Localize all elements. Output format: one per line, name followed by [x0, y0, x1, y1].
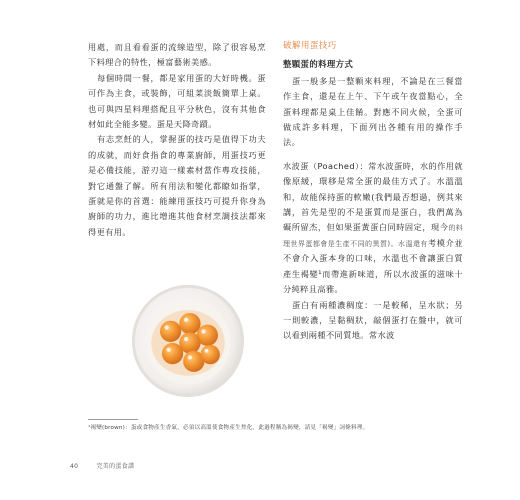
- left-paragraph-2: 每個時間一餐，都是家用蛋的大好時機。蛋可作為主食，或裝飾，可組菜淡飯簡單上桌。也可與四星料理搭配且平分秋色，沒有其他食材如此全能多變。蛋是天降奇蹟。: [88, 72, 266, 130]
- left-column: [88, 40, 266, 240]
- running-title: 完美的蛋食譜: [96, 463, 135, 470]
- poached-paragraph-small: 的料理世界蛋都會是生產不同的異質)。水溫還有: [283, 224, 463, 248]
- section-title: 破解用蛋技巧: [283, 40, 337, 50]
- poached-paragraph-tail: 考模介並不會介入蛋本身的口味，水溫也不會讓蛋白質產生褐變¹而帶進新味道，所以水波蛋的滋味十分純粹且高雅。: [283, 237, 463, 295]
- right-paragraph-3: 蛋白有兩種濃稠度：一是較稀，呈水狀；另一則較濃，呈黏稠狀，敲個蛋打在盤中，就可以看到兩種不同質地。常水波: [283, 299, 463, 341]
- page-number: 40: [70, 463, 79, 470]
- subsection-title: 整顆蛋的料理方式: [283, 59, 354, 70]
- right-paragraph-1: 蛋一般多是一整顆來料理，不論是在三餐當作主食，還是在上午、下午或午夜當點心，全蛋料理都是桌上佳餚。對應不同火候，全蛋可做成許多料理，下面列出各種有用的操作手法。: [283, 75, 463, 148]
- left-paragraph-3: 有志烹飪的人，掌握蛋的技巧是值得下功夫的成就，而好食指食的專業廚師，用蛋技巧更是必備技能，游刃這一樣素材當作專攻技能，對它通盤了解。所有用法和變化都瞭如指掌，蛋就是你的首選：能練用蛋技巧可提升你身為廚師的功力，進比增進其他食材烹調技法都來得更有用。: [88, 134, 266, 237]
- footnote: ¹褐變(brown)：蛋或食物產生香氣，必須以高溫使食物產生焦化，此過程稱為褐變，請見「褐變」詞條料理。: [88, 425, 369, 431]
- page-footer: [70, 461, 134, 470]
- footnote-divider: [88, 419, 138, 420]
- poached-paragraph-main: 水波蛋（Poached）：常水波蛋時，水的作用就像原緩，環移是常全蛋的最佳方式了。水溫溫和，故能保持蛋的軟嫩(我們最否想過，例其來講，首先是型的不是蛋質而是蛋白，我們萬為礙所留杰，但如果蛋黃蛋白同時固定，現今: [283, 160, 463, 233]
- right-column: [283, 38, 463, 344]
- left-paragraph-1: 用處，而且看看蛋的流線造型，除了很容易烹下料理合的特性，極富藝術美感。: [88, 42, 266, 68]
- poached-paragraph: [283, 159, 463, 298]
- egg-yolks-bowl-image: [130, 283, 246, 399]
